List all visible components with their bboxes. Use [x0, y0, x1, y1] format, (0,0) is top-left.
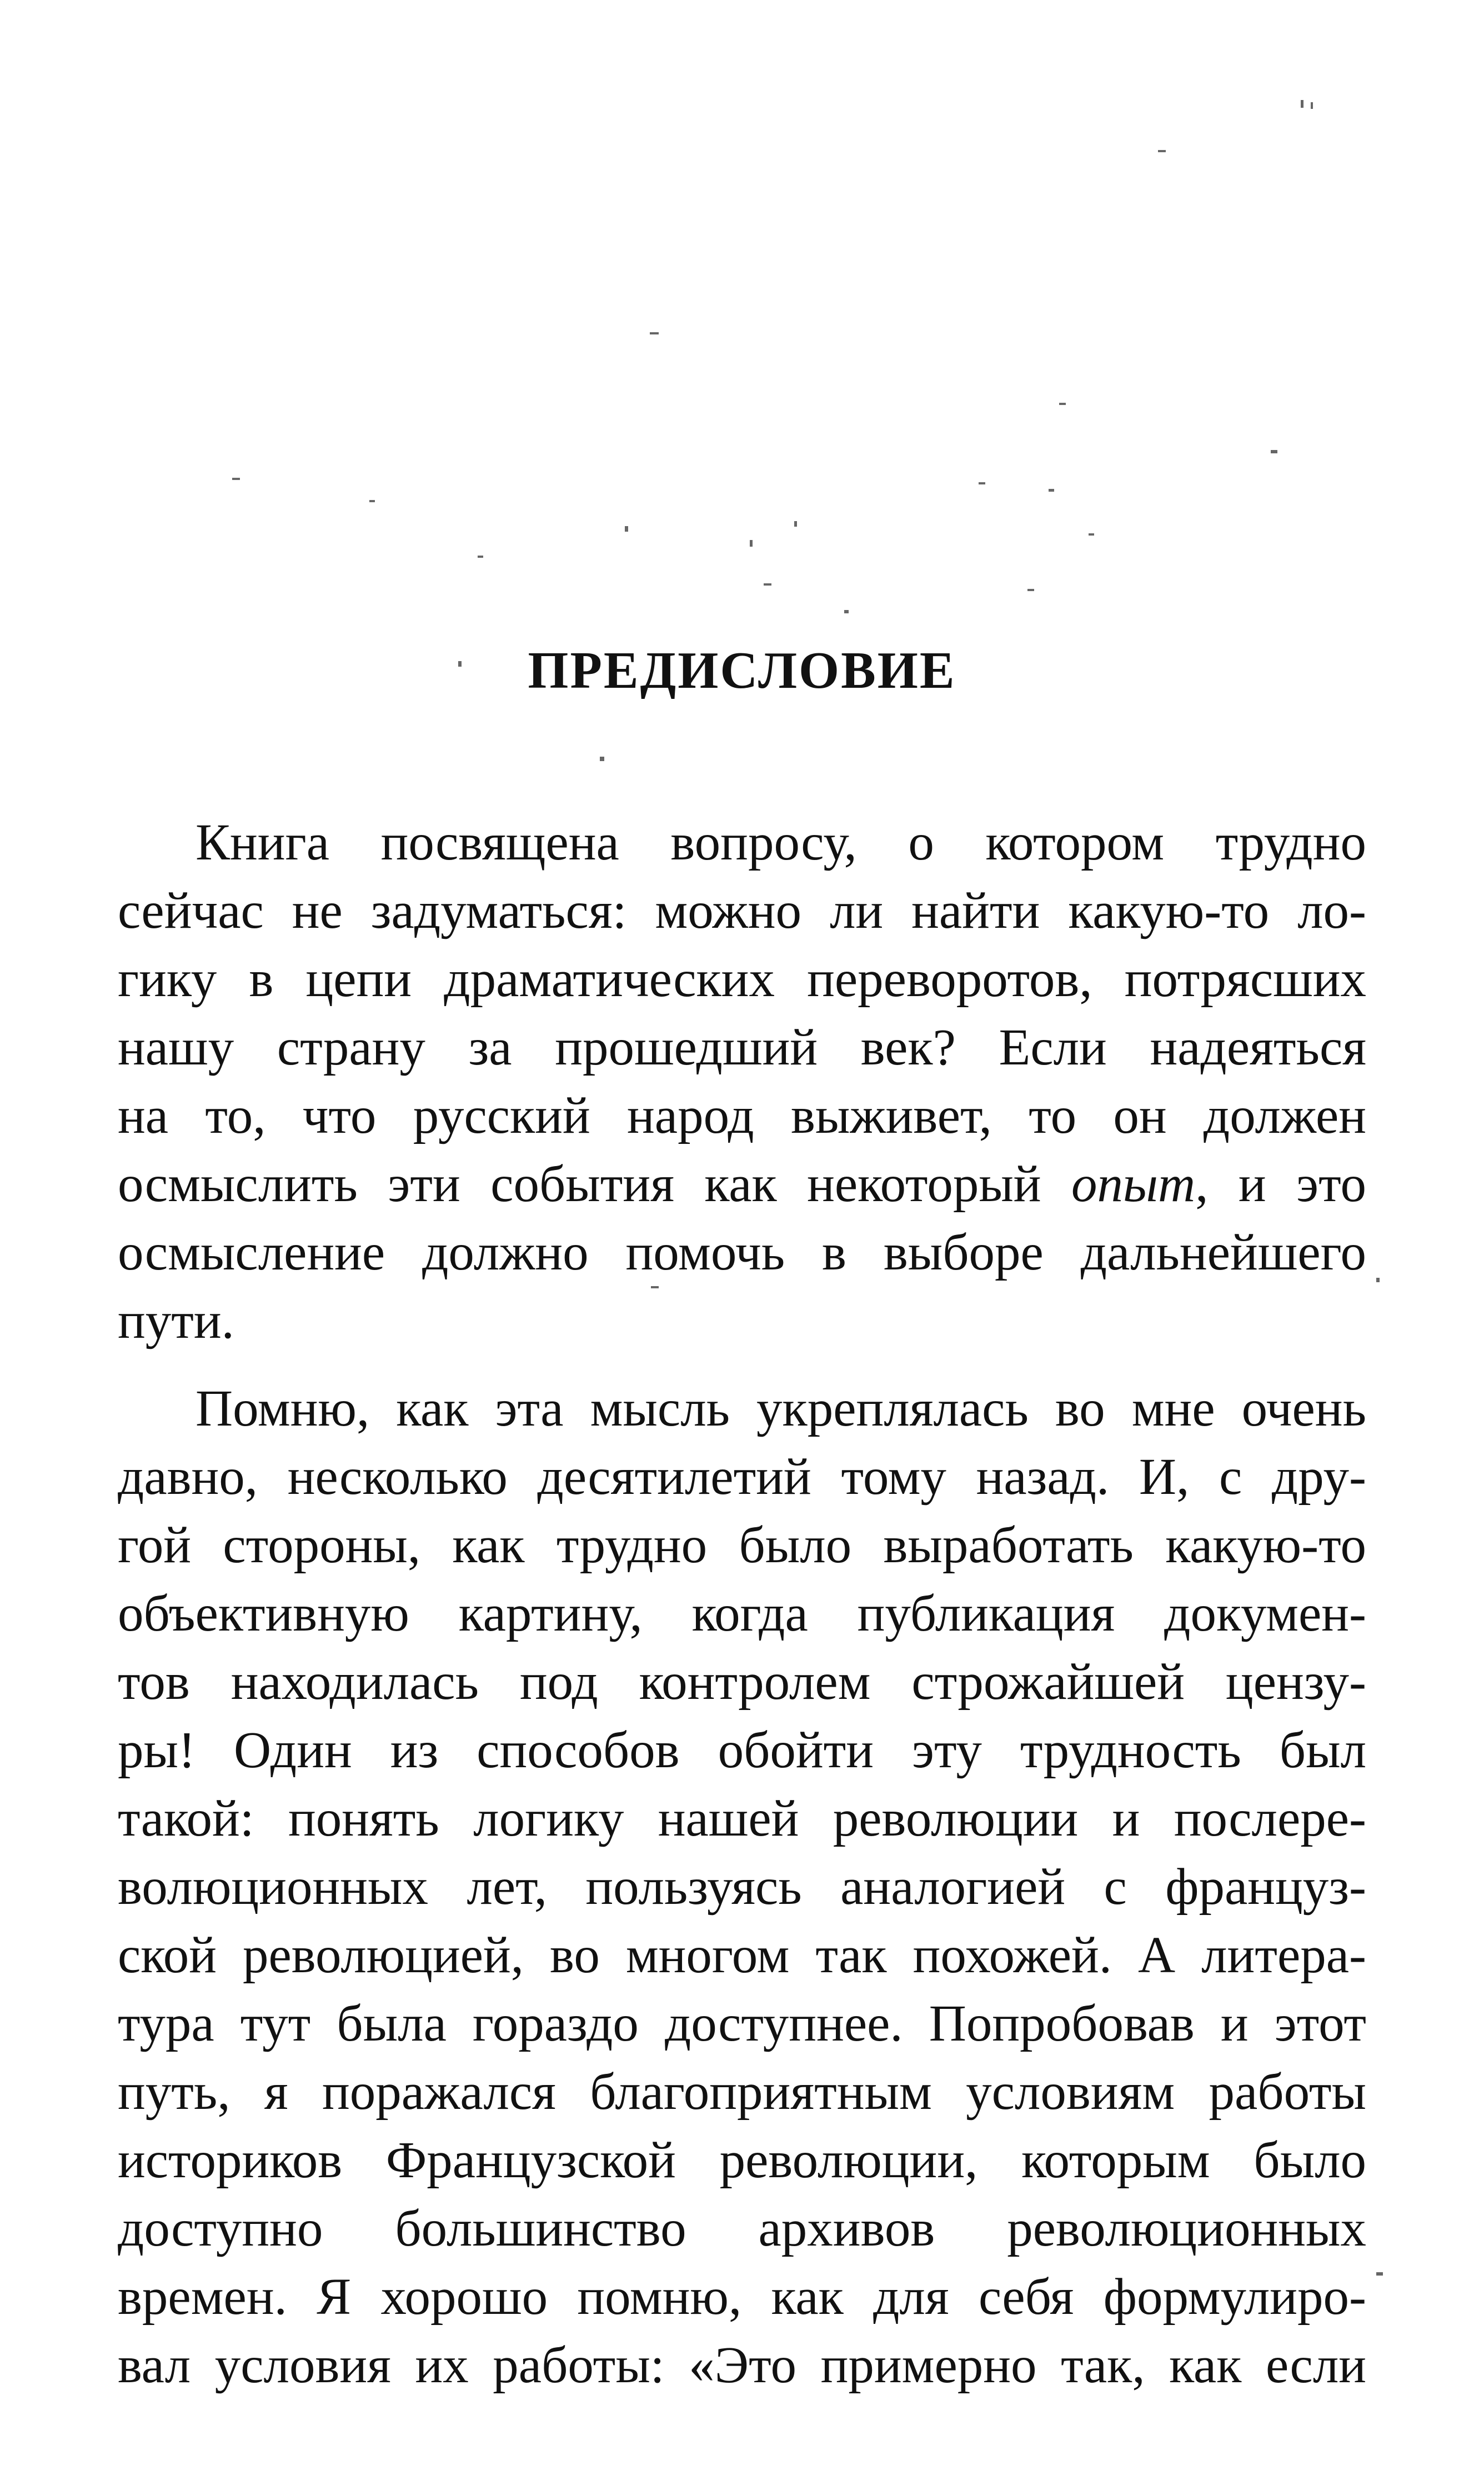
text-line: историков Французской революции, которым было — [118, 2132, 1366, 2189]
text-segment: осмыслить эти события как некоторый — [118, 1156, 1072, 1213]
text-line: гику в цепи драматических переворотов, потрясших — [118, 951, 1366, 1008]
text-line: сейчас не задуматься: можно ли найти какую-то ло- — [118, 882, 1366, 939]
text-line: волюционных лет, пользуясь аналогией с француз- — [118, 1858, 1366, 1916]
text-line: на то, что русский народ выживет, то он должен — [118, 1087, 1366, 1144]
text-line: давно, несколько десятилетий тому назад. И, с дру- — [118, 1448, 1366, 1506]
text-line: гой стороны, как трудно было выработать какую-то — [118, 1517, 1366, 1574]
text-line: объективную картину, когда публикация докумен- — [118, 1585, 1366, 1642]
text-line — [118, 1150, 1366, 1218]
page-title: ПРЕДИСЛОВИЕ — [528, 642, 956, 699]
text-line: пути. — [118, 1292, 234, 1349]
text-line: времен. Я хорошо помню, как для себя формулиро- — [118, 2268, 1366, 2326]
text-line: нашу страну за прошедший век? Если надеяться — [118, 1019, 1366, 1076]
text-line: ры! Один из способов обойти эту трудность был — [118, 1722, 1366, 1779]
paragraph — [118, 808, 1366, 1355]
text-segment: , и это — [1195, 1156, 1366, 1213]
text-line: вал условия их работы: «Это примерно так, как если — [118, 2337, 1366, 2394]
text-line: тура тут была гораздо доступнее. Попробовав и этот — [118, 1995, 1366, 2052]
text-line: такой: понять логику нашей революции и послере- — [118, 1790, 1366, 1847]
text-line: осмысление должно помочь в выборе дальнейшего — [118, 1224, 1366, 1281]
text-line: ской революцией, во многом так похожей. А литера- — [118, 1927, 1366, 1984]
paragraph — [118, 1374, 1366, 2399]
text-line: доступно большинство архивов революционных — [118, 2200, 1366, 2257]
text-line: тов находилась под контролем строжайшей цензу- — [118, 1653, 1366, 1711]
body-text — [118, 808, 1366, 2399]
text-line: Книга посвящена вопросу, о котором трудно — [195, 814, 1366, 871]
text-line: путь, я поражался благоприятным условиям работы — [118, 2063, 1366, 2121]
text-line: Помню, как эта мысль укреплялась во мне очень — [195, 1380, 1366, 1437]
italic-emphasis: опыт — [1071, 1156, 1196, 1213]
